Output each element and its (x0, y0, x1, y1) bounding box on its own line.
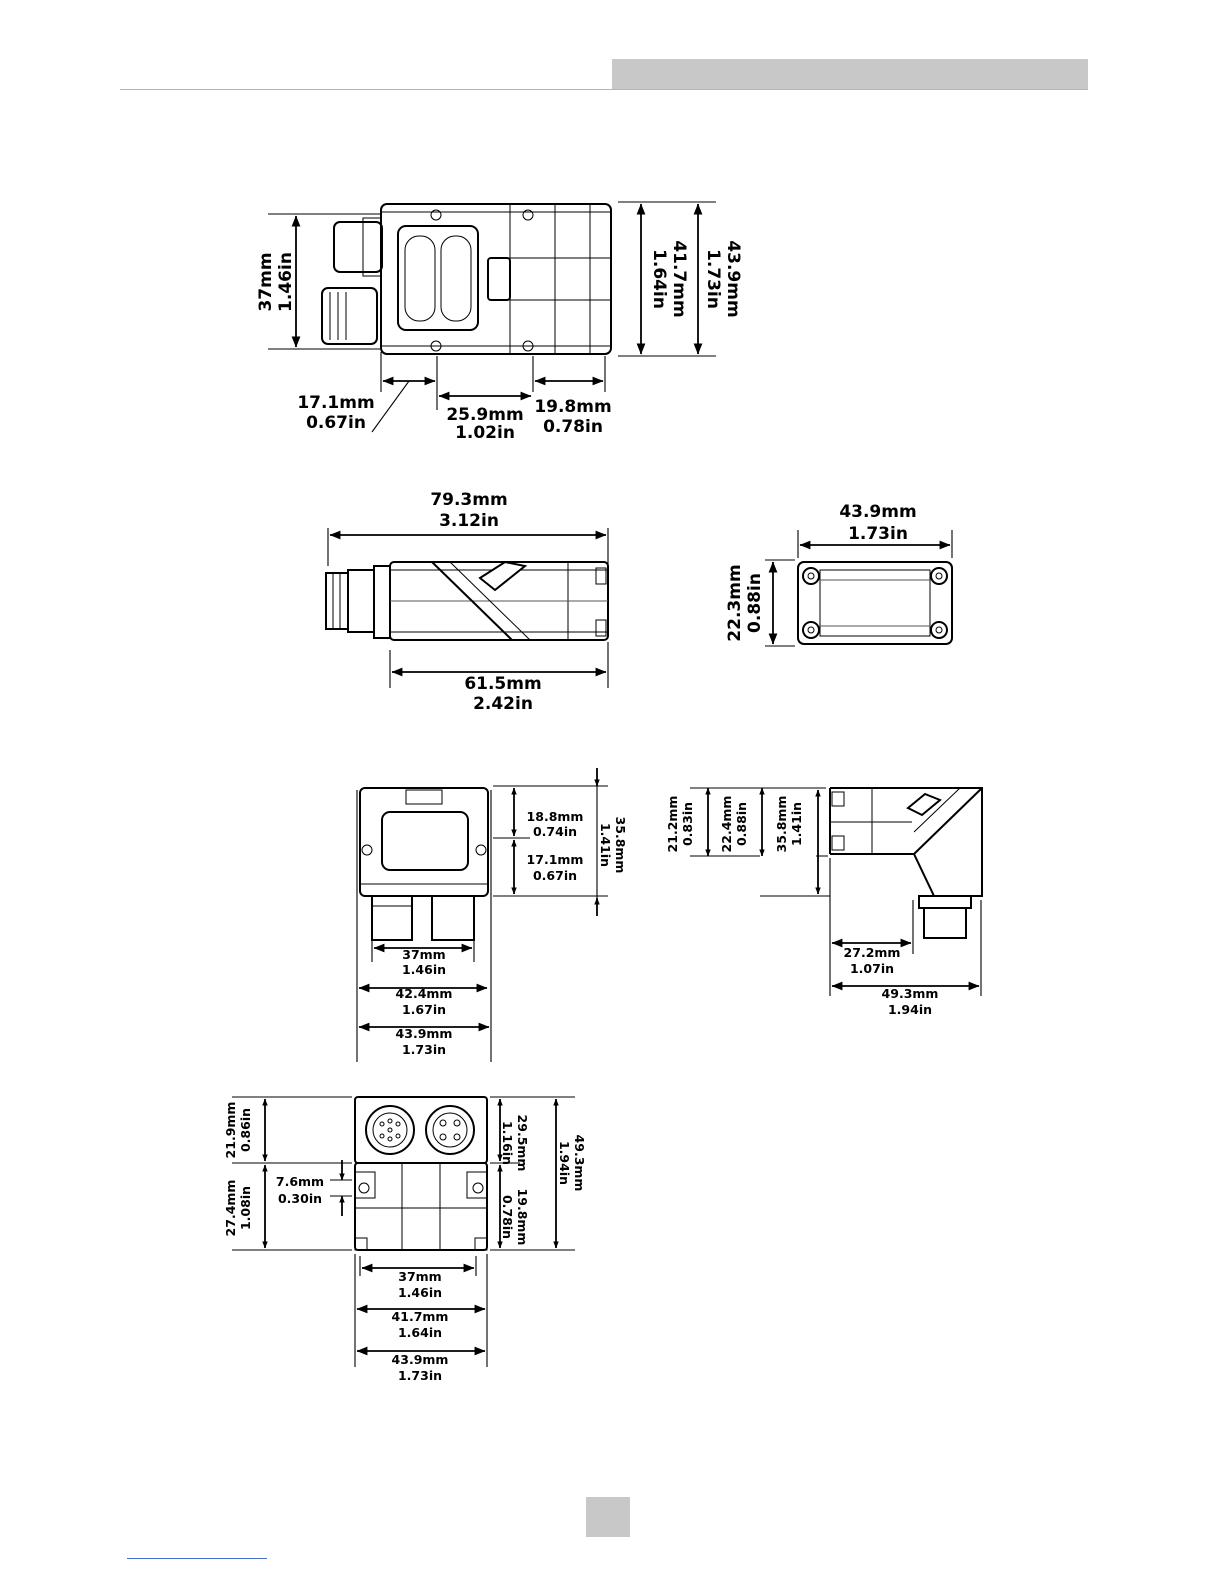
svg-text:35.8mm: 35.8mm (774, 795, 789, 853)
right-angle-view-device (830, 788, 982, 938)
right-angle-view (665, 788, 982, 1017)
label-front-17-1 (527, 852, 584, 883)
label-conn-37 (398, 1269, 442, 1300)
svg-text:0.78in: 0.78in (543, 417, 603, 437)
label-ra-35-8 (774, 796, 804, 853)
label-top-17-1 (297, 393, 374, 433)
svg-text:1.94in: 1.94in (887, 1002, 933, 1017)
top-view-device (322, 204, 611, 354)
svg-text:43.9mm: 43.9mm (391, 1352, 449, 1367)
svg-text:43.9mm: 43.9mm (723, 240, 743, 318)
svg-text:1.64in: 1.64in (397, 1325, 443, 1340)
svg-text:22.3mm: 22.3mm (725, 564, 745, 642)
svg-text:0.88in: 0.88in (734, 801, 749, 847)
svg-text:0.88in: 0.88in (745, 573, 765, 633)
svg-text:42.4mm: 42.4mm (395, 986, 453, 1001)
svg-text:19.8mm: 19.8mm (534, 397, 612, 417)
svg-text:0.78in: 0.78in (500, 1194, 515, 1240)
label-end-43-9 (839, 502, 916, 544)
svg-text:49.3mm: 49.3mm (572, 1134, 587, 1192)
svg-text:27.4mm: 27.4mm (223, 1179, 238, 1237)
svg-text:37mm: 37mm (402, 947, 446, 962)
label-top-19-8 (534, 397, 611, 437)
svg-text:17.1mm: 17.1mm (526, 852, 584, 867)
svg-text:7.6mm: 7.6mm (275, 1174, 325, 1189)
svg-text:0.67in: 0.67in (532, 868, 578, 883)
svg-text:22.4mm: 22.4mm (719, 795, 734, 853)
label-front-37 (402, 947, 446, 977)
svg-text:79.3mm: 79.3mm (430, 490, 508, 510)
svg-text:0.86in: 0.86in (238, 1107, 253, 1153)
side-view (326, 490, 608, 714)
label-conn-49-3 (557, 1135, 587, 1192)
svg-text:1.46in: 1.46in (401, 962, 447, 977)
svg-text:1.73in: 1.73in (397, 1368, 443, 1383)
label-conn-21-9 (223, 1102, 253, 1159)
svg-text:1.64in: 1.64in (649, 249, 669, 309)
label-ra-21-2 (665, 796, 695, 853)
svg-text:49.3mm: 49.3mm (881, 986, 939, 1001)
label-front-35-8 (598, 817, 628, 874)
svg-text:0.67in: 0.67in (306, 413, 366, 433)
label-conn-7-6 (276, 1174, 324, 1206)
side-view-device (326, 562, 608, 640)
svg-text:61.5mm: 61.5mm (464, 674, 542, 694)
label-conn-41-7 (392, 1309, 449, 1340)
svg-text:3.12in: 3.12in (439, 511, 499, 531)
front-view (357, 768, 628, 1062)
svg-text:0.83in: 0.83in (680, 801, 695, 847)
label-end-22-3 (725, 564, 765, 641)
end-view-device (798, 562, 952, 644)
svg-text:1.07in: 1.07in (849, 961, 895, 976)
label-top-25-9 (446, 405, 523, 443)
svg-text:1.02in: 1.02in (455, 423, 515, 443)
top-view (256, 202, 743, 443)
label-conn-27-4 (223, 1180, 253, 1237)
front-view-device (360, 788, 488, 940)
svg-text:1.16in: 1.16in (500, 1120, 515, 1166)
label-front-42-4 (396, 986, 453, 1017)
end-view (725, 502, 952, 646)
svg-text:21.2mm: 21.2mm (665, 795, 680, 853)
label-side-79-3 (430, 490, 507, 531)
label-conn-29-5 (500, 1115, 530, 1172)
label-front-18-8 (527, 809, 584, 839)
svg-text:43.9mm: 43.9mm (395, 1026, 453, 1041)
label-top-37 (256, 252, 296, 312)
svg-text:2.42in: 2.42in (473, 694, 533, 714)
label-ra-49-3 (882, 986, 939, 1017)
svg-text:27.2mm: 27.2mm (843, 945, 901, 960)
svg-text:41.7mm: 41.7mm (669, 240, 689, 318)
svg-text:41.7mm: 41.7mm (391, 1309, 449, 1324)
label-top-41-7 (649, 240, 689, 317)
svg-text:1.41in: 1.41in (598, 822, 613, 868)
svg-text:37mm: 37mm (398, 1269, 442, 1284)
svg-text:1.46in: 1.46in (397, 1285, 443, 1300)
svg-text:1.67in: 1.67in (401, 1002, 447, 1017)
svg-text:17.1mm: 17.1mm (297, 393, 375, 413)
svg-text:1.73in: 1.73in (401, 1042, 447, 1057)
svg-text:1.08in: 1.08in (238, 1185, 253, 1231)
svg-text:37mm: 37mm (256, 252, 276, 312)
label-top-43-9 (703, 240, 743, 317)
connector-view (223, 1097, 587, 1383)
svg-text:25.9mm: 25.9mm (446, 405, 524, 425)
label-ra-22-4 (719, 796, 749, 853)
svg-text:1.73in: 1.73in (703, 249, 723, 309)
svg-text:35.8mm: 35.8mm (613, 816, 628, 874)
svg-text:1.46in: 1.46in (276, 252, 296, 312)
svg-text:1.94in: 1.94in (557, 1140, 572, 1186)
svg-text:29.5mm: 29.5mm (515, 1114, 530, 1172)
svg-text:43.9mm: 43.9mm (839, 502, 917, 522)
svg-text:0.74in: 0.74in (532, 824, 578, 839)
svg-text:19.8mm: 19.8mm (515, 1188, 530, 1246)
svg-text:0.30in: 0.30in (277, 1191, 323, 1206)
svg-text:1.73in: 1.73in (848, 524, 908, 544)
connector-view-device (355, 1097, 487, 1250)
label-side-61-5 (464, 674, 541, 714)
label-front-43-9 (396, 1026, 453, 1057)
label-conn-19-8 (500, 1189, 530, 1246)
label-ra-27-2 (844, 945, 901, 976)
label-conn-43-9 (392, 1352, 449, 1383)
svg-text:1.41in: 1.41in (789, 801, 804, 847)
svg-text:21.9mm: 21.9mm (223, 1101, 238, 1159)
svg-text:18.8mm: 18.8mm (526, 809, 584, 824)
